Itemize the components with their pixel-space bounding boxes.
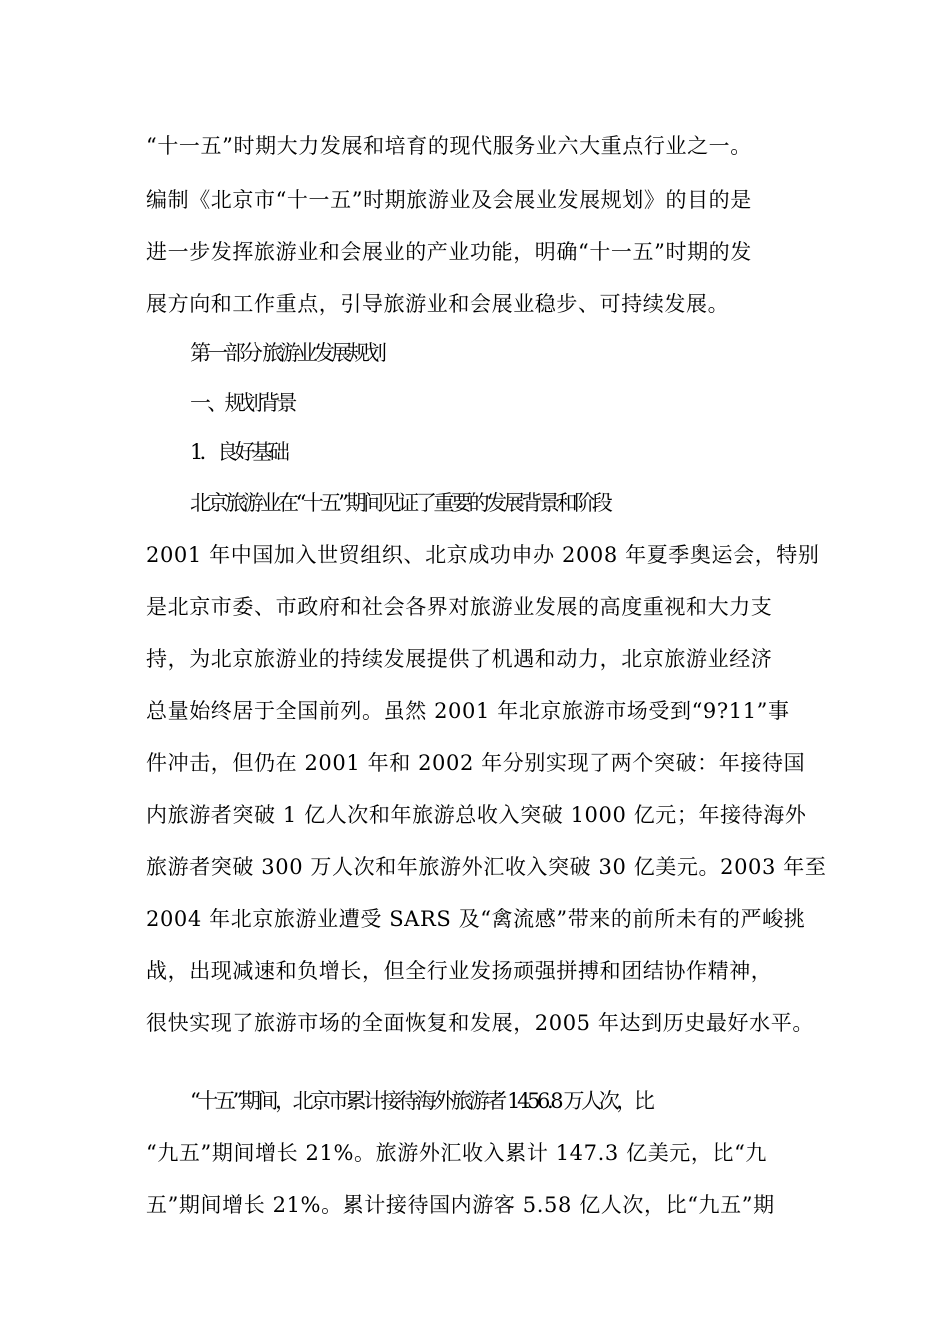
para1-line-7: 内旅游者突破 1 亿人次和年旅游总收入突破 1000 亿元；年接待海外: [146, 803, 807, 827]
intro-line-3: 进一步发挥旅游业和会展业的产业功能，明确“十一五”时期的发: [146, 240, 752, 264]
intro-line-4: 展方向和工作重点，引导旅游业和会展业稳步、可持续发展。: [146, 292, 730, 316]
para1-line-4: 持，为北京旅游业的持续发展提供了机遇和动力，北京旅游业经济: [146, 647, 773, 671]
para1-line-3: 是北京市委、市政府和社会各界对旅游业发展的高度重视和大力支: [146, 595, 773, 619]
para2-line-1: “十五”期间，北京市累计接待海外旅游者 1456.8 万人次，比: [190, 1089, 652, 1113]
intro-line-2: 编制《北京市“十一五”时期旅游业及会展业发展规划》的目的是: [146, 188, 752, 212]
para1-line-10: 战，出现减速和负增长，但全行业发扬顽强拼搏和团结协作精神，: [146, 959, 773, 983]
para1-line-6: 件冲击，但仍在 2001 年和 2002 年分别实现了两个突破：年接待国: [146, 751, 806, 775]
part-title: 第一部分 旅游业发展规划: [190, 341, 384, 365]
subsection-title: 1．良好基础: [190, 440, 287, 464]
para1-line-1: 北京旅游业在“十五”期间见证了重要的发展背景和阶段: [190, 491, 610, 515]
para2-line-2: “九五”期间增长 21%。旅游外汇收入累计 147.3 亿美元，比“九: [146, 1141, 768, 1165]
para1-line-2: 2001 年中国加入世贸组织、北京成功申办 2008 年夏季奥运会，特别: [146, 543, 820, 567]
intro-line-1: “十一五”时期大力发展和培育的现代服务业六大重点行业之一。: [146, 134, 752, 158]
para1-line-9: 2004 年北京旅游业遭受 SARS 及“禽流感”带来的前所未有的严峻挑: [146, 907, 806, 931]
para1-line-5: 总量始终居于全国前列。虽然 2001 年北京旅游市场受到“9?11”事: [146, 699, 790, 723]
para1-line-8: 旅游者突破 300 万人次和年旅游外汇收入突破 30 亿美元。2003 年至: [146, 855, 827, 879]
para2-line-3: 五”期间增长 21%。累计接待国内游客 5.58 亿人次，比“九五”期: [146, 1193, 775, 1217]
section-title: 一、规划背景: [190, 391, 294, 415]
para1-line-11: 很快实现了旅游市场的全面恢复和发展，2005 年达到历史最好水平。: [146, 1011, 814, 1035]
